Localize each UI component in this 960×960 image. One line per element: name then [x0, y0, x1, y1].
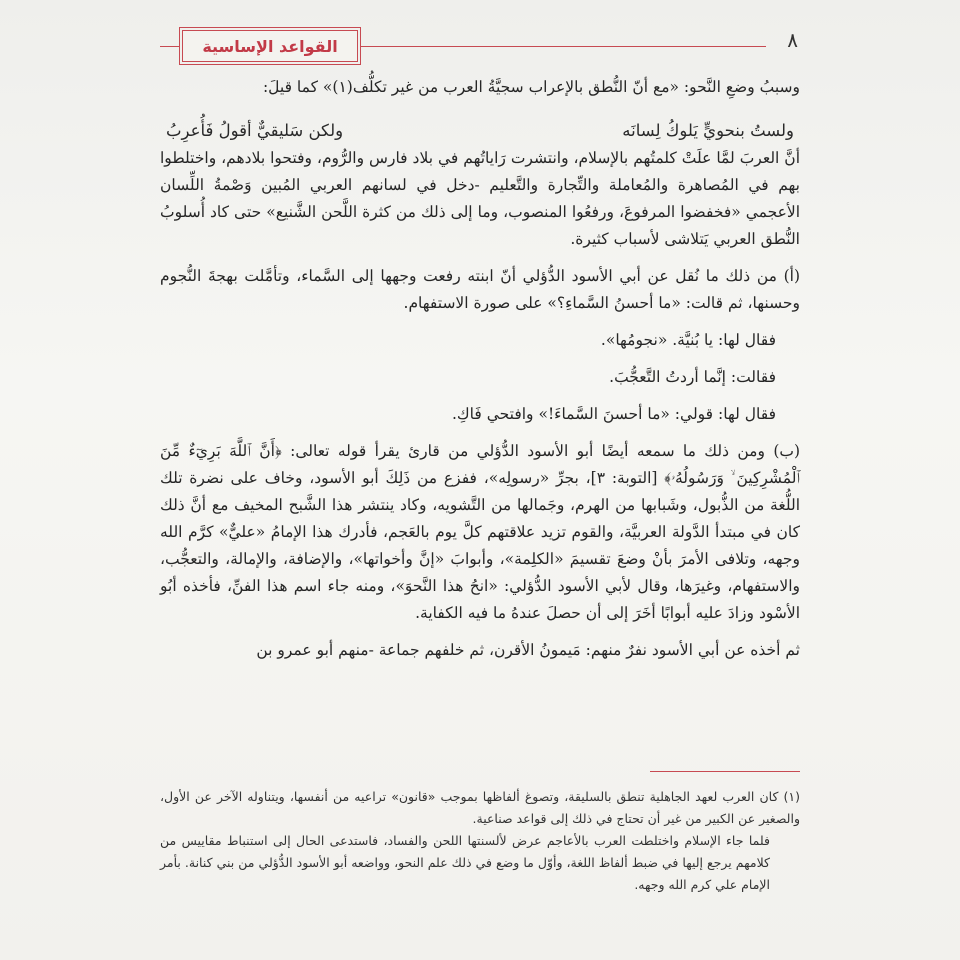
paragraph-example-a: (أ) من ذلك ما نُقل عن أبي الأسود الدُّؤلي أنّ ابنته رفعت وجهها إلى السَّماء، وتأمَّلت بهجةَ النُّجوم وحسنها، ثم قالت: «ما أحسنُ السَّماءِ؟» على صورة الاستفهام. — [160, 267, 800, 312]
poetry-verse — [160, 117, 800, 145]
dialogue — [160, 327, 800, 428]
footnote-1: (١) كان العرب لعهد الجاهلية تنطق بالسليقة، وتصوغ ألفاظها بموجب «قانون» تراعيه من أنفسها، ويتناوله الآخر عن الأول، والصغير عن الكبير من غير أن تحتاج في ذلك إلى قواعد صناعية. — [160, 789, 800, 826]
header-rule-left — [160, 46, 180, 47]
page-number: ٨ — [787, 28, 798, 52]
dialogue-line: فقالت: إنَّما أردتُ التَّعجُّبَ. — [609, 368, 776, 386]
paragraph-intro: وسببُ وضعِ النَّحو: «مع أنّ النُّطق بالإعراب سجيَّةُ العرب من غير تكلُّف(١)» كما قيلَ: — [262, 78, 800, 96]
paragraph-example-b: (ب) ومن ذلك ما سمعه أيضًا أبو الأسود الدُّؤلي من قارئ يقرأ قوله تعالى: ﴿أَنَّ ٱللَّهَ بَرِيٓءٌ مِّنَ ٱلْمُشْرِكِينَ ۙ وَرَسُولُهُۥ﴾ [التوبة: ٣]، بجرِّ «رسولِه»، ففزع من ذَلِكَ أبو الأسود، وخاف على نضرة تلك اللُّغة من الذُّبول، وشَبابها من الهرم، وجَمالها من التَّشويه، وكاد ينتشر هذا الشَّبح المخيف مع أنَّ ذلك كان في مبتدأ الدَّولة العربيَّة، والقوم تزيد علاقتهم كلَّ يوم بالعَجم، فأدرك هذا الإمامُ «عليٌّ» كرَّم الله وجهه، وتلافى الأمرَ بأنْ وضعَ تقسيمَ «الكلِمة»، وأبوابَ «إنَّ وأخواتها»، والإضافة، والإمالة، والتعجُّب، والاستفهام، وغيرَها، وقال لأبي الأسود الدُّؤلي: «انحُ هذا النَّحوَ»، ومنه جاء اسم هذا الفنِّ، فأخذه أبُو الأسْود وزادَ عليه أبوابًا أخَرَ إلى أن حصلَ عندهُ ما فيه الكفاية. — [160, 442, 800, 622]
dialogue-line: فقال لها: قولي: «ما أحسنَ السَّماءَ!» وافتحي فَاكِ. — [451, 405, 776, 423]
page-content — [160, 26, 800, 936]
footnotes — [160, 786, 800, 896]
verse-second-hemistich: ولكن سَليقيٌّ أقولُ فَأُعرِبُ — [166, 121, 344, 140]
header-title: القواعد الإساسية — [182, 30, 358, 62]
header-rule — [360, 46, 766, 47]
paragraph-continuation: ثم أخذه عن أبي الأسود نفرٌ منهم: مَيمونُ الأقرن، ثم خلفهم جماعة -منهم أبو عمرو بن — [256, 641, 800, 659]
verse-first-hemistich: ولستُ بنحويٍّ يَلوكُ لِسانَه — [622, 121, 794, 140]
footnote-divider — [650, 771, 800, 772]
footnote-1-continued: فلما جاء الإسلام واختلطت العرب بالأعاجم عرض لألسنتها اللحن والفساد، فاستدعى الحال إلى استنباط مقاييس من كلامهم يرجع إليها في ضبط ألفاظ اللغة، وأوّل ما وضع في ذلك علم النحو، وواضعه أبو الأسود الدُّؤلي من بني كنانة. بأمر الإمام علي كرم الله وجهه. — [160, 833, 770, 892]
paragraph-reason: أنَّ العربَ لمَّا علَتْ كلمتُهم بالإسلام، وانتشرت رَاياتُهم في بلاد فارس والرُّوم، وفتحوا بلادهم، واختلطوا بهم في المُصاهرة والمُعاملة والتِّجارة والتَّعليم -دخل في لسانهم العربي المُبين وَصْمةُ اللِّسان الأعجمي «فخفضوا المرفوعَ، ورفعُوا المنصوب، وما إلى ذلك من كثرة اللَّحن الشَّنيع» حتى كاد أُسلوبُ النُّطق العربي يَتلاشى لأسباب كثيرة. — [160, 149, 800, 248]
dialogue-line: فقال لها: يا بُنيَّة. «نجومُها». — [600, 331, 776, 349]
page-header — [160, 26, 800, 66]
